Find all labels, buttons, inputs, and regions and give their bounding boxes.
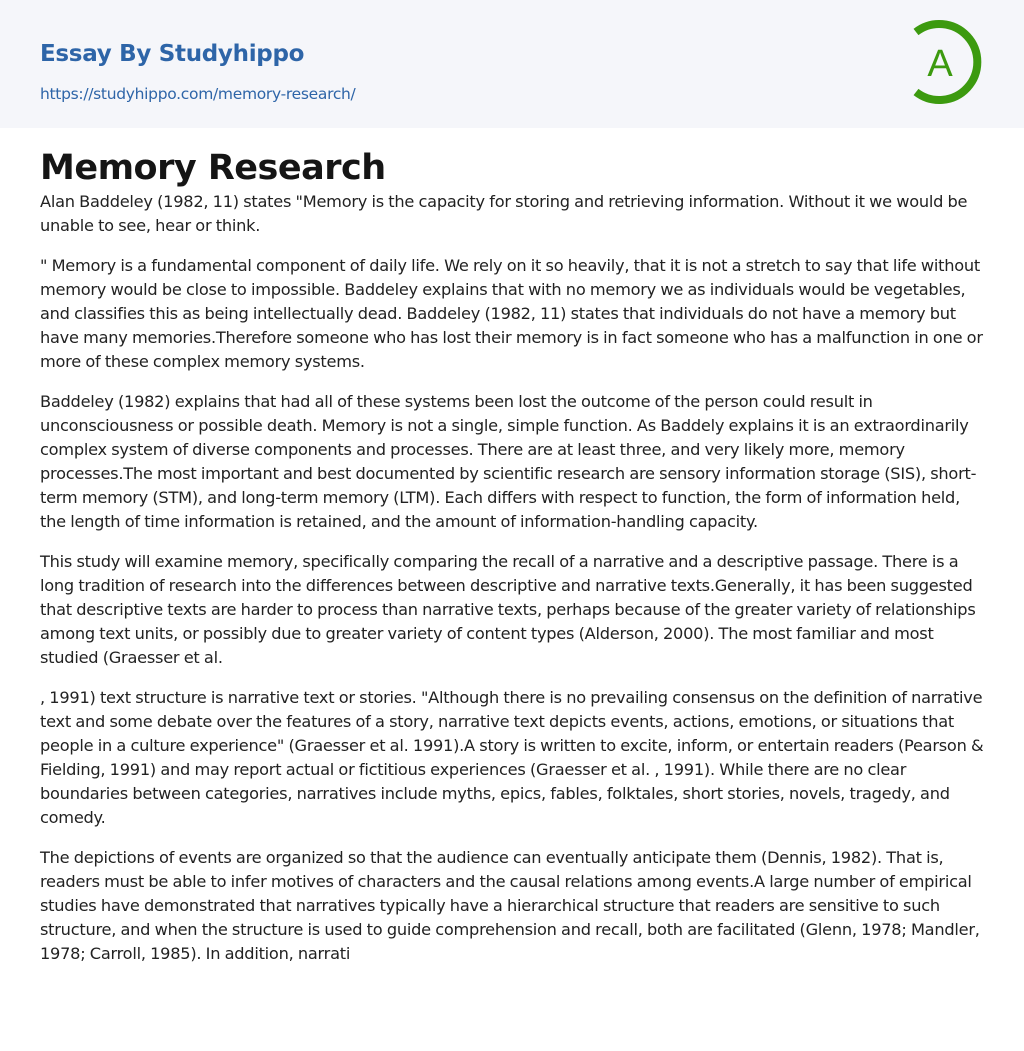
article-paragraph: Baddeley (1982) explains that had all of these systems been lost the outcome of the person could result in unconsciousness or possible death. Memory is not a single, simple function. As Baddely explains it is an extraordinarily complex system of diverse components and processes. There are at least three, and very likely more, memory processes.The most important and best documented by scientific research are sensory information storage (SIS), short-term memory (STM), and long-term memory (LTM). Each differs with respect to function, the form of information held, the length of time information is retained, and the amount of information-handling capacity.: [40, 392, 977, 531]
article-paragraph: The depictions of events are organized so that the audience can eventually anticipate them (Dennis, 1982). That is, readers must be able to infer motives of characters and the causal relations among events.A large number of empirical studies have demonstrated that narratives typically have a hierarchical structure that readers are sensitive to such structure, and when the structure is used to guide comprehension and recall, both are facilitated (Glenn, 1978; Mandler, 1978; Carroll, 1985). In addition, narrati: [40, 848, 980, 963]
essay-url-link[interactable]: https://studyhippo.com/memory-research/: [40, 85, 356, 103]
studyhippo-logo-icon[interactable]: [906, 18, 990, 106]
article-paragraph: " Memory is a fundamental component of daily life. We rely on it so heavily, that it is not a stretch to say that life without memory would be close to impossible. Baddeley explains that with no memory we as individuals would be vegetables, and classifies this as being intellectually dead. Baddeley (1982, 11) states that individuals do not have a memory but have many memories.Therefore someone who has lost their memory is in fact someone who has a malfunction in one or more of these complex memory systems.: [40, 256, 983, 371]
article-title: Memory Research: [40, 148, 386, 188]
site-header: [0, 0, 1024, 128]
article-paragraph: Alan Baddeley (1982, 11) states "Memory is the capacity for storing and retrieving information. Without it we would be unable to see, hear or think.: [40, 192, 968, 235]
article: [0, 128, 1024, 966]
article-paragraph: This study will examine memory, specifically comparing the recall of a narrative and a descriptive passage. There is a long tradition of research into the differences between descriptive and narrative texts.Generally, it has been suggested that descriptive texts are harder to process than narrative texts, perhaps because of the greater variety of relationships among text units, or possibly due to greater variety of content types (Alderson, 2000). The most familiar and most studied (Graesser et al.: [40, 552, 976, 667]
logo-letter: A: [927, 43, 953, 85]
article-paragraph: , 1991) text structure is narrative text or stories. "Although there is no prevailing consensus on the definition of narrative text and some debate over the features of a story, narrative text depicts events, actions, emotions, or situations that people in a culture experience" (Graesser et al. 1991).A story is written to excite, inform, or entertain readers (Pearson & Fielding, 1991) and may report actual or fictitious experiences (Graesser et al. , 1991). While there are no clear boundaries between categories, narratives include myths, epics, fables, folktales, short stories, novels, tragedy, and comedy.: [40, 688, 984, 827]
site-title: Essay By Studyhippo: [40, 41, 305, 67]
